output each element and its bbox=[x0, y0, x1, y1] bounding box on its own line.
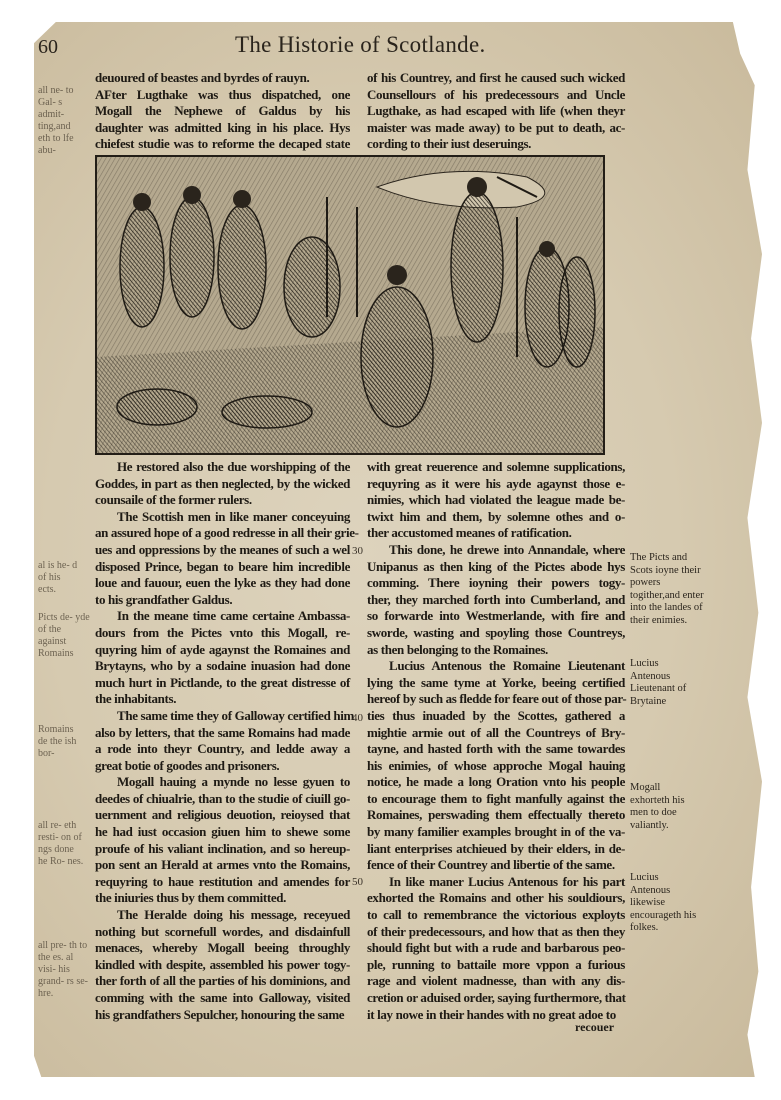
text-line: comming. There ioyning their powers togy- bbox=[367, 575, 625, 591]
text-line: disposed Prince, began to beare him incredible bbox=[95, 558, 350, 574]
text-line: loue and fauour, euen the lyke as they had done bbox=[95, 575, 350, 591]
text-line: Mogall hauing a mynde no lesse gyuen to bbox=[117, 774, 350, 790]
text-line: ther accustomed meanes of ratification. bbox=[367, 525, 572, 541]
text-line: ther forth of all the parties of his dominions, and bbox=[95, 973, 350, 989]
text-line: Lucius Antenous the Romaine Lieutenant bbox=[389, 658, 625, 674]
right-column-top bbox=[367, 70, 625, 153]
text-line: should fight but with a rude and barbarous peo- bbox=[367, 940, 625, 956]
text-line: counsaile of the former rulers. bbox=[95, 492, 252, 508]
text-line: ues and oppressions by the meanes of such a wel bbox=[95, 541, 350, 557]
text-line: also by letters, that the same Romains had made bbox=[95, 724, 350, 740]
text-line: quyring him of ayde agaynst the Romaines and bbox=[95, 641, 350, 657]
text-line: it lay nowe in their handes with no great adoe to bbox=[367, 1006, 616, 1022]
left-margin-note: all re- eth resti- on of ngs done he Ro- nes. bbox=[38, 820, 84, 867]
text-line: cretion or aduised order, saying furthermore, that bbox=[367, 990, 626, 1005]
text-line: exhorted the Romains and other his souldiours, bbox=[367, 890, 625, 906]
text-line: Goddes, in part as then neglected, by the wicked bbox=[95, 475, 350, 491]
text-line: nimies, which had violated the league made be- bbox=[367, 492, 625, 508]
text-line: AFter Lugthake was thus dispatched, one bbox=[95, 86, 350, 102]
running-title: The Historie of Scotlande. bbox=[235, 32, 486, 57]
text-line: This done, he drewe into Annandale, where bbox=[389, 541, 625, 557]
margin-note: Lucius Antenous likewise encourageth his folkes. bbox=[630, 872, 697, 933]
text-line: an assured hope of a good redresse in all their grie- bbox=[95, 525, 359, 541]
text-line: liant enterprises atchieued by their elders, in de- bbox=[367, 840, 625, 856]
text-line: ties thus inuaded by the Scottes, gathered a bbox=[367, 707, 625, 723]
woodcut-illustration bbox=[95, 155, 605, 455]
text-line: Unipanus as then king of the Pictes abode hys bbox=[367, 558, 625, 574]
text-line: of his Countrey, and first he caused such wicked bbox=[367, 70, 625, 85]
text-line: the iniuries thus by them committed. bbox=[95, 890, 287, 906]
left-column-top bbox=[95, 70, 350, 153]
left-margin-note: Picts de- yde of the against Romains bbox=[38, 612, 90, 659]
text-line: Brytayns, who by a sodaine inuasion had done bbox=[95, 658, 350, 674]
text-line: daughter was admitted king in his place. Hys bbox=[95, 119, 350, 135]
text-line: a rode into theyr Country, and ledde away a bbox=[95, 741, 350, 757]
text-line: menaces, whereby Mogall beeing throughly bbox=[95, 940, 350, 956]
text-line: uernment and religious deuotion, reioysed that bbox=[95, 807, 350, 823]
text-line: to his grandfather Galdus. bbox=[95, 591, 233, 607]
text-line: Mogall the Nephewe of Galdus by his bbox=[95, 103, 350, 119]
text-line: fence of their Countrey and libertie of the same. bbox=[367, 857, 615, 873]
text-line: chiefest studie was to reforme the decaped state bbox=[95, 136, 350, 152]
text-line: hereof by such as fledde for feare out of those par- bbox=[367, 691, 627, 707]
right-column bbox=[367, 459, 625, 1023]
text-line: maister was made away) to be put to death, ac- bbox=[367, 119, 625, 135]
text-line: tayne, and hasted forth with the same towardes bbox=[367, 741, 625, 757]
text-line: his grandfathers Sepulcher, honouring the same bbox=[95, 1006, 345, 1022]
text-line: he had iust occasion giuen him to shewe some bbox=[95, 824, 350, 840]
margin-note: Lucius Antenous Lieutenant of Brytaine bbox=[630, 658, 687, 707]
text-line: requyring as it were his ayde agaynst those e- bbox=[367, 475, 625, 491]
text-line: The Heralde doing his message, receyued bbox=[117, 907, 350, 923]
text-line: The same time they of Galloway certified him bbox=[117, 707, 354, 723]
text-line: by many familier examples brought in of the va- bbox=[367, 824, 625, 840]
text-line: twixt him and them, by solemne othes and o- bbox=[367, 508, 625, 524]
left-margin-note: all pre- th to the es. al visi- his grand- rs se- hre. bbox=[38, 940, 88, 999]
text-line: ple, running to battaile more vppon a furious bbox=[367, 956, 625, 972]
text-line: great botie of goodes and prisoners. bbox=[95, 757, 280, 773]
text-line: nothing but scornefull wordes, and disdainfull bbox=[95, 923, 350, 939]
line-number: 50 bbox=[352, 876, 363, 888]
text-line: ther, they marched forth into Cumberland, and bbox=[367, 591, 625, 607]
text-line: mightie armie out of all the Countreys of Bry- bbox=[367, 724, 625, 740]
text-line: to call to remembrance the victorious exployts bbox=[367, 907, 625, 923]
text-line: dours from the Pictes vnto this Mogall, re- bbox=[95, 624, 350, 640]
text-line: lying the same tyme at Yorke, beeing certified bbox=[367, 674, 625, 690]
text-line: kindled with despite, assembled his power togy- bbox=[95, 956, 350, 972]
text-line: deuoured of beastes and byrdes of rauyn. bbox=[95, 70, 310, 85]
text-line: as then belonging to the Romaines. bbox=[367, 641, 548, 657]
left-margin-note: Romains de the ish bor- bbox=[38, 724, 77, 759]
text-line: his enimies, of whose approche Mogal hauing bbox=[367, 757, 625, 773]
margin-note: The Picts and Scots ioyne their powers togither,and enter into the landes of their enimies. bbox=[630, 552, 704, 626]
line-number: 30 bbox=[352, 545, 363, 557]
text-line: notice, he made a long Oration vnto his people bbox=[367, 774, 625, 790]
text-line: Romaines, perswading them effectually thereto bbox=[367, 807, 625, 823]
text-line: so forwarde into Westmerlande, with fire and bbox=[367, 608, 625, 624]
text-line: of their predecessours, and how that as then they bbox=[367, 923, 625, 939]
text-line: The Scottish men in like maner conceyuing bbox=[117, 508, 350, 524]
text-line: sworde, wasting and spoyling those Countreys, bbox=[367, 624, 625, 640]
left-margin-note: al is he- d of his ects. bbox=[38, 560, 78, 595]
left-margin-note: all ne- to Gal- s admit- ting,and eth to lfe abu- bbox=[38, 85, 74, 156]
woodcut-scene bbox=[97, 157, 603, 453]
text-line: Lugthake, as had escaped with life (when theyr bbox=[367, 103, 625, 119]
text-line: requyring to haue restitution and amendes for bbox=[95, 873, 350, 889]
text-line: cording to their iust deseruings. bbox=[367, 136, 532, 152]
text-line: He restored also the due worshipping of the bbox=[117, 459, 350, 474]
text-line: comming with the same into Galloway, visited bbox=[95, 990, 350, 1005]
line-number: 40 bbox=[352, 712, 363, 724]
text-line: In the meane time came certaine Ambassa- bbox=[117, 608, 350, 624]
text-line: pon sent an Herald at armes vnto the Romains, bbox=[95, 857, 350, 873]
margin-note: Mogall exhorteth his men to doe valiantly. bbox=[630, 782, 685, 831]
text-line: with great reuerence and solemne supplications, bbox=[367, 459, 625, 474]
catchword: recouer bbox=[575, 1020, 615, 1034]
page-number: 60 bbox=[38, 36, 58, 58]
text-line: much hurt in Pictlande, to the great distresse of bbox=[95, 674, 350, 690]
text-line: the inhabitants. bbox=[95, 691, 177, 707]
text-line: rage and violent madnesse, than with any dis- bbox=[367, 973, 625, 989]
text-line: to encourage them to fight manfully against the bbox=[367, 790, 625, 806]
text-line: Counsellours of his predecessours and Uncle bbox=[367, 86, 625, 102]
text-line: In like maner Lucius Antenous for his part bbox=[389, 873, 625, 889]
text-line: deedes of chiualrie, than to the studie of ciuill go- bbox=[95, 790, 350, 806]
text-line: proufe of his valiant inclination, and so hereup- bbox=[95, 840, 350, 856]
